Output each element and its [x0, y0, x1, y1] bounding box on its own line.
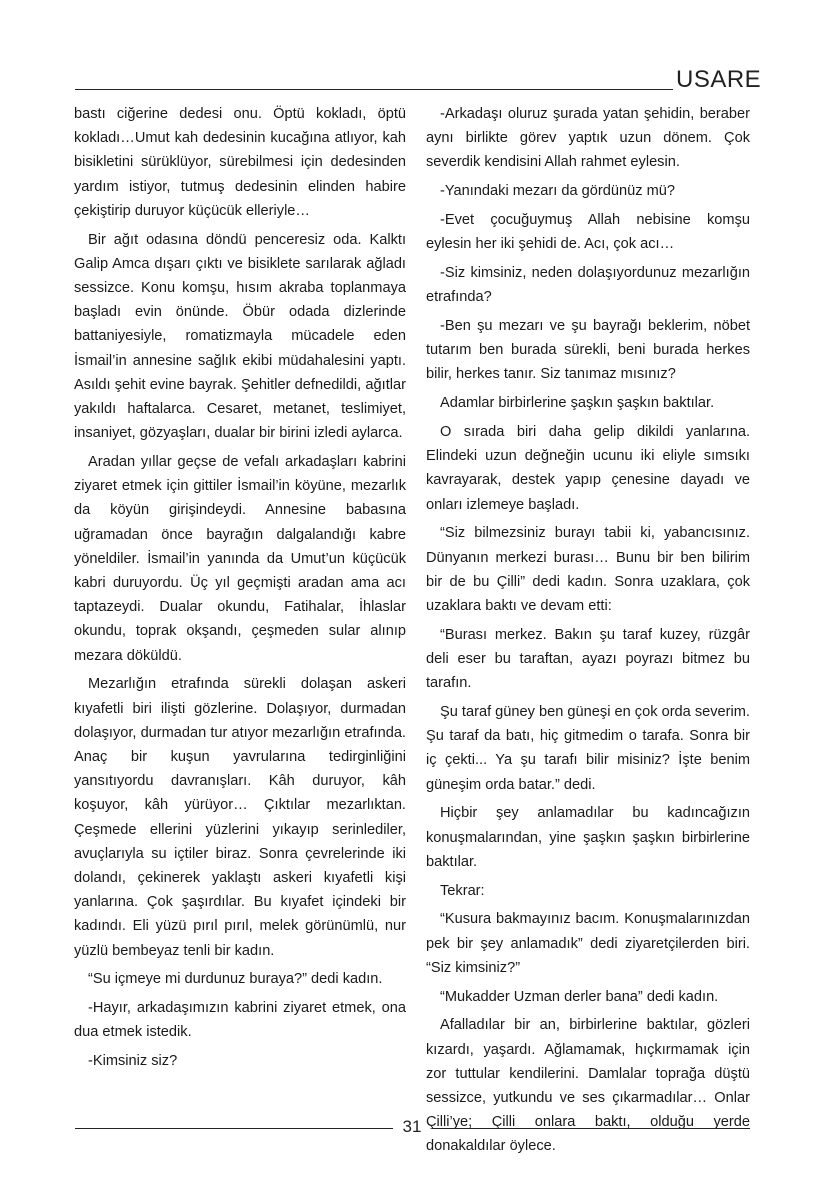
paragraph: Bir ağıt odasına döndü penceresiz oda. Kalktı Galip Amca dışarı çıktı ve bisiklete sarılarak ağladı sessizce. Konu komşu, hısım akraba toplanmaya başladı evin önünde. Öbür odada dizlerinde battaniyesiyle, romatizmayla mücadele eden İsmail’in annesine sağlık ekibi müdahalesini yaptı. Asıldı şehit evine bayrak. Şehitler defnedildi, ağıtlar yakıldı haftalarca. Cesaret, metanet, teslimiyet, insaniyet, gözyaşları, dualar bir birini izledi aylarca.: [74, 231, 406, 442]
paragraph: Adamlar birbirlerine şaşkın şaşkın baktılar.: [440, 395, 715, 412]
header-rule: [75, 89, 673, 90]
paragraph: “Su içmeye mi durdunuz buraya?” dedi kadın.: [88, 971, 383, 988]
paragraph: Tekrar:: [440, 882, 485, 899]
paragraph: O sırada biri daha gelip dikildi yanlarına. Elindeki uzun değneğin ucunu iki eliyle sımsıkı kavrayarak, destek yapıp çenesine dayadı ve onları izlemeye başladı.: [426, 424, 750, 513]
right-column: [426, 102, 750, 1163]
paragraph: bastı ciğerine dedesi onu. Öptü kokladı, öptü kokladı…Umut kah dedesinin kucağına atlıyor, kah bisikletini sürüklüyor, sürebilmesi için dedesinden yardım istiyor, tutmuş dedesinin elinden habire çekiştirip duruyor küçücük elleriyle…: [74, 106, 406, 219]
paragraph: “Mukadder Uzman derler bana” dedi kadın.: [440, 988, 719, 1005]
paragraph: “Burası merkez. Bakın şu taraf kuzey, rüzgâr deli eser bu taraftan, ayazı poyrazı bitmez bu tarafın.: [426, 626, 750, 692]
paragraph: “Siz bilmezsiniz burayı tabii ki, yabancısınız. Dünyanın merkezi burası… Bunu bir ben bilirim bir de bu Çilli” dedi kadın. Sonra uzaklara, çok uzaklara baktı ve devam etti:: [426, 525, 750, 615]
paragraph: -Yanındaki mezarı da gördünüz mü?: [440, 183, 675, 200]
paragraph: Hiçbir şey anlamadılar bu kadıncağızın konuşmalarından, yine şaşkın şaşkın birbirlerine baktılar.: [426, 805, 750, 870]
paragraph: -Hayır, arkadaşımızın kabrini ziyaret etmek, ona dua etmek istedik.: [74, 1000, 406, 1041]
journal-title: USARE: [676, 66, 762, 93]
paragraph: -Kimsiniz siz?: [88, 1053, 178, 1070]
page-number: 31: [402, 1117, 422, 1136]
paragraph: -Siz kimsiniz, neden dolaşıyordunuz mezarlığın etrafında?: [426, 265, 750, 306]
paragraph: -Arkadaşı oluruz şurada yatan şehidin, beraber aynı birlikte görev yaptık uzun dönem. Çok severdik kendisini Allah rahmet eylesin.: [426, 106, 750, 171]
paragraph: Aradan yıllar geçse de vefalı arkadaşları kabrini ziyaret etmek için gittiler İsmail’in köyüne, mezarlık da köyün girişindeydi. Annesine babasına uğramadan önce bayrağın dalgalandığı kabre yöneldiler. İsmail’in yanında da Umut’un küçücük kabri duruyordu. Üç yıl geçmişti aradan ama acı taptazeydi. Dualar okundu, Fatihalar, İhlaslar okundu, toprak okşandı, çeşmeden sular alınıp mezara döküldü.: [74, 454, 406, 664]
paragraph: Mezarlığın etrafında sürekli dolaşan askeri kıyafetli biri ilişti gözlerine. Dolaşıyor, durmadan dolaşıyor, durmadan tur atıyor mezarlığın etrafında. Anaç bir kuşun yavrularına tedirginliğini yansıtıyordu davranışları. Kâh duruyor, kâh koşuyor, kâh yürüyor… Çıktılar mezarlıktan. Çeşmede ellerini yüzlerini yıkayıp serinlediler, avuçlarıyla su içtiler biraz. Sonra çevrelerinde iki dolandı, çekinerek yaklaştı askeri kıyafetli kişi yanlarına. Çok şaşırdılar. Bu kıyafet içindeki bir kadındı. Eli yüzü pırıl pırıl, melek görünümlü, nur yüzlü bembeyaz tenli bir kadın.: [74, 676, 406, 959]
paragraph: Afalladılar bir an, birbirlerine baktılar, gözleri kızardı, yaşardı. Ağlamamak, hıçkırmamak için zor tuttular kendilerini. Damlalar toprağa düştü sessizce, yutkundu ve ses çıkarmadılar… Onlar Çilli’ye; Çilli onlara baktı, olduğu yerde donakaldılar öylece.: [426, 1017, 750, 1155]
paragraph: -Evet çocuğuymuş Allah nebisine komşu eylesin her iki şehidi de. Acı, çok acı…: [426, 212, 750, 253]
footer-rule-left: [75, 1128, 393, 1129]
paragraph: “Kusura bakmayınız bacım. Konuşmalarınızdan pek bir şey anlamadık” dedi ziyaretçilerden biri. “Siz kimsiniz?”: [426, 911, 750, 976]
left-column: [74, 102, 406, 1078]
paragraph: Şu taraf güney ben güneşi en çok orda severim. Şu taraf da batı, hiç gitmedim o tarafa. Sonra bir iç çekti... Ya şu tarafı bilir misiniz? İşte benim güneşim orda batar.” dedi.: [426, 704, 750, 793]
paragraph: -Ben şu mezarı ve şu bayrağı beklerim, nöbet tutarım ben burada sürekli, beni burada herkes bilir, herkes tanır. Siz tanımaz mısınız?: [426, 318, 750, 383]
footer-rule-right: [432, 1128, 750, 1129]
